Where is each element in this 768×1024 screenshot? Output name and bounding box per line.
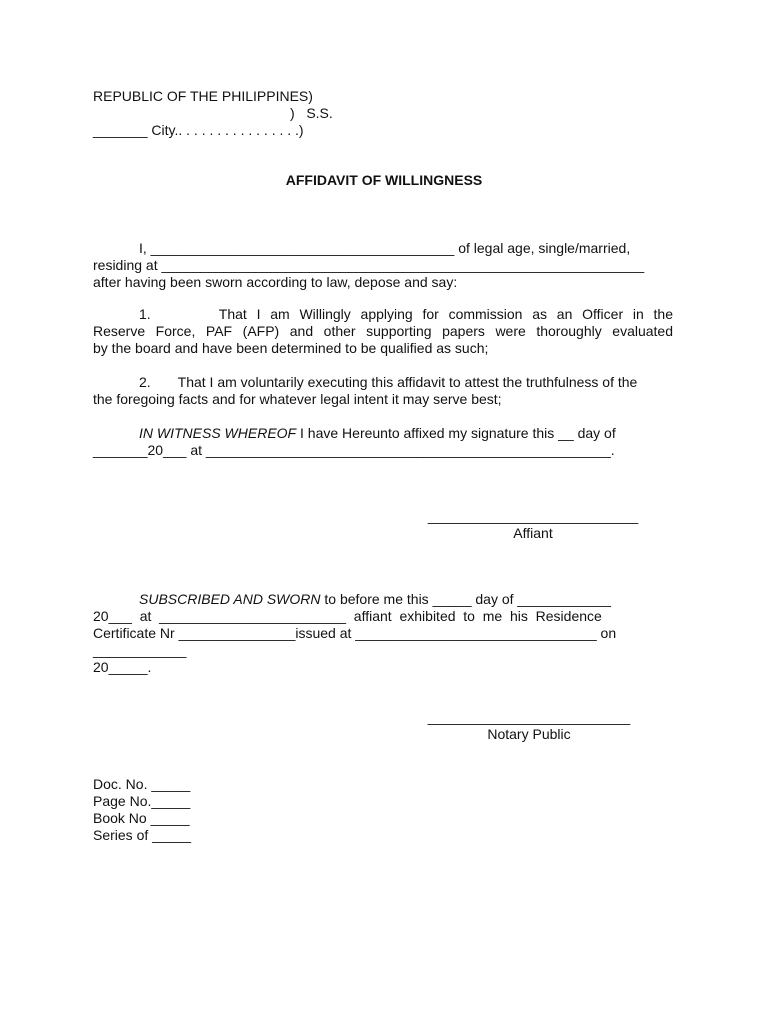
item2-line-2: the foregoing facts and for whatever legal intent it may serve best; bbox=[93, 391, 502, 407]
notary-signature-rule: __________________________ bbox=[427, 709, 631, 725]
witness-rest: I have Hereunto affixed my signature this __ day of bbox=[296, 425, 616, 441]
jurat-rest: to before me this _____ day of ____________ bbox=[320, 591, 611, 607]
jurat-line-2: 20___ at ________________________ affiant exhibited to me his Residence bbox=[93, 608, 602, 624]
intro-line-3: after having been sworn according to law, depose and say: bbox=[93, 274, 458, 290]
witness-lead: IN WITNESS WHEREOF bbox=[139, 425, 297, 441]
notary-label: Notary Public bbox=[487, 726, 571, 742]
item1-line-1: 1. That I am Willingly applying for commission as an Officer in the bbox=[139, 306, 673, 322]
docket-series: Series of _____ bbox=[93, 827, 192, 843]
docket-doc-no: Doc. No. _____ bbox=[93, 776, 191, 792]
item1-line-2: Reserve Force, PAF (AFP) and other supporting papers were thoroughly evaluated bbox=[93, 323, 673, 339]
item1-line-3: by the board and have been determined to be qualified as such; bbox=[93, 340, 489, 356]
jurat-line-3: Certificate Nr _______________issued at _______________________________ on bbox=[93, 625, 617, 641]
header-republic: REPUBLIC OF THE PHILIPPINES) bbox=[93, 88, 313, 104]
affiant-label: Affiant bbox=[513, 525, 553, 541]
item2-line-1: 2. That I am voluntarily executing this affidavit to attest the truthfulness of the bbox=[139, 374, 638, 390]
docket-page-no: Page No._____ bbox=[93, 793, 191, 809]
witness-line-2: _______20___ at ____________________________________________________. bbox=[93, 442, 615, 458]
affiant-signature-rule: ___________________________ bbox=[427, 508, 639, 524]
header-ss: ) S.S. bbox=[290, 105, 333, 121]
jurat-line-5: 20_____. bbox=[93, 659, 152, 675]
header-city: _______ City.. . . . . . . . . . . . . . . .) bbox=[93, 122, 304, 138]
intro-line-1: I, _______________________________________ of legal age, single/married, bbox=[139, 240, 631, 256]
document-title: AFFIDAVIT OF WILLINGNESS bbox=[285, 172, 483, 188]
jurat-line-4: ____________ bbox=[93, 642, 187, 658]
witness-line-1 bbox=[139, 425, 616, 442]
intro-line-2: residing at ______________________________________________________________ bbox=[93, 257, 645, 273]
jurat-lead: SUBSCRIBED AND SWORN bbox=[139, 591, 321, 607]
jurat-line-1 bbox=[139, 591, 611, 608]
docket-book-no: Book No _____ bbox=[93, 810, 190, 826]
